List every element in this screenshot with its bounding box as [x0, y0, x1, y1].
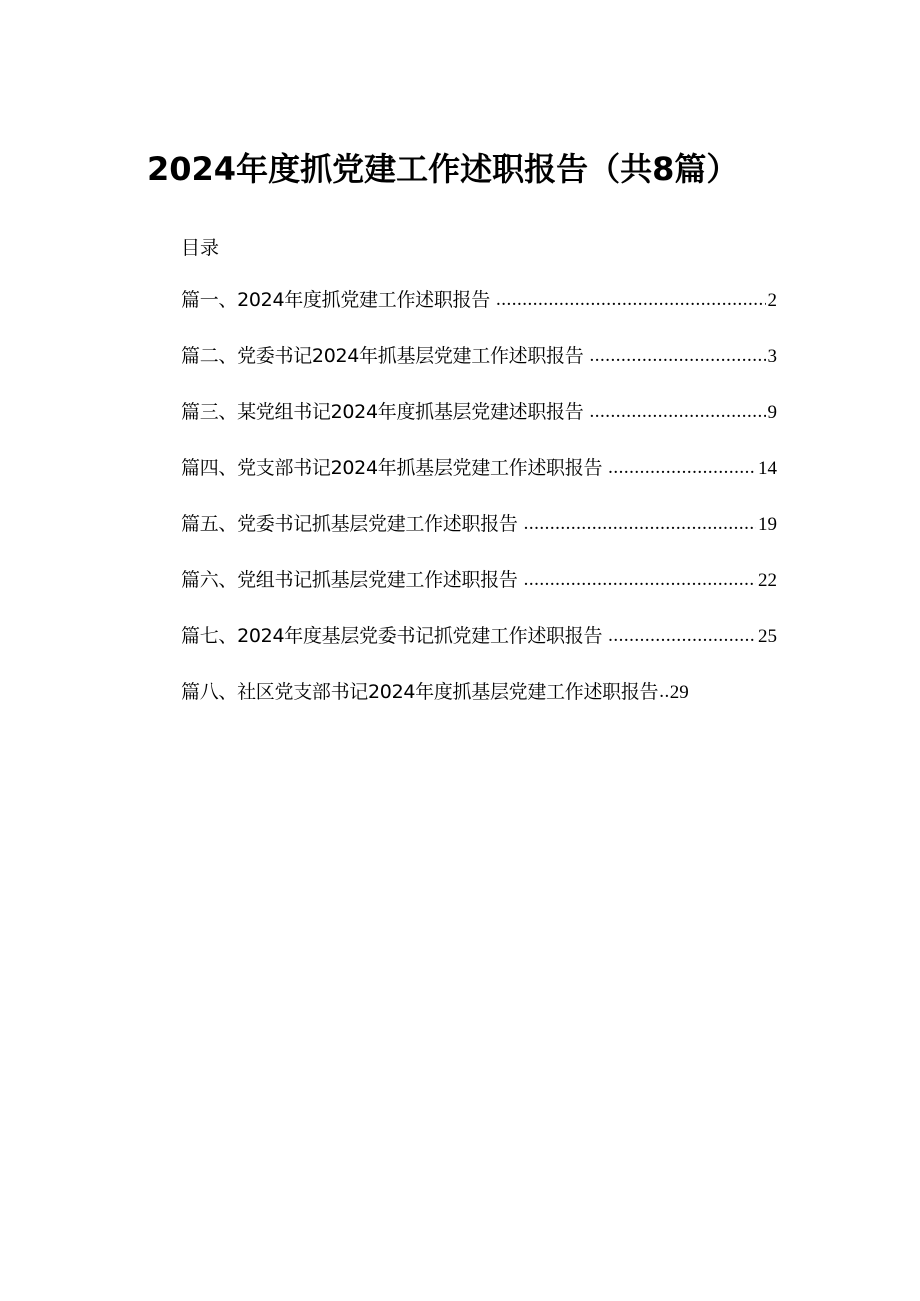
toc-entry-page: 2	[767, 290, 777, 311]
toc-heading: 目录	[181, 237, 220, 259]
toc-entry-label: 篇七、2024年度基层党委书记抓党建工作述职报告	[181, 625, 603, 647]
toc-leader-dots	[608, 622, 756, 650]
document-title: 2024年度抓党建工作述职报告（共8篇）	[147, 150, 739, 188]
toc-entry-label: 篇五、党委书记抓基层党建工作述职报告	[181, 513, 518, 535]
toc-leader-dots	[496, 286, 766, 314]
toc-entry-label: 篇八、社区党支部书记2024年度抓基层党建工作述职报告	[181, 681, 659, 703]
toc-entry-page: 3	[767, 346, 777, 367]
toc-leader-dots	[589, 342, 765, 370]
toc-entry-page: 19	[758, 514, 777, 535]
toc-entry-2[interactable]	[181, 342, 777, 398]
toc-entry-label: 篇二、党委书记2024年抓基层党建工作述职报告	[181, 345, 584, 367]
toc-entry-5[interactable]	[181, 510, 777, 566]
toc-leader-dots	[589, 398, 765, 426]
table-of-contents	[181, 286, 777, 734]
toc-entry-7[interactable]	[181, 622, 777, 678]
toc-leader-dots	[659, 678, 670, 706]
toc-entry-page: 29	[669, 682, 689, 703]
toc-leader-dots	[524, 510, 756, 538]
toc-entry-page: 22	[758, 570, 777, 591]
toc-entry-label: 篇六、党组书记抓基层党建工作述职报告	[181, 569, 518, 591]
toc-leader-dots	[608, 454, 756, 482]
toc-entry-label: 篇三、某党组书记2024年度抓基层党建述职报告	[181, 401, 584, 423]
toc-entry-page: 14	[758, 458, 777, 479]
toc-entry-3[interactable]	[181, 398, 777, 454]
toc-entry-label: 篇四、党支部书记2024年抓基层党建工作述职报告	[181, 457, 603, 479]
toc-leader-dots	[524, 566, 756, 594]
toc-entry-label: 篇一、2024年度抓党建工作述职报告	[181, 289, 490, 311]
toc-entry-6[interactable]	[181, 566, 777, 622]
toc-entry-8[interactable]	[181, 678, 777, 734]
toc-entry-page: 9	[767, 402, 777, 423]
toc-entry-4[interactable]	[181, 454, 777, 510]
toc-entry-1[interactable]	[181, 286, 777, 342]
toc-entry-page: 25	[758, 626, 777, 647]
